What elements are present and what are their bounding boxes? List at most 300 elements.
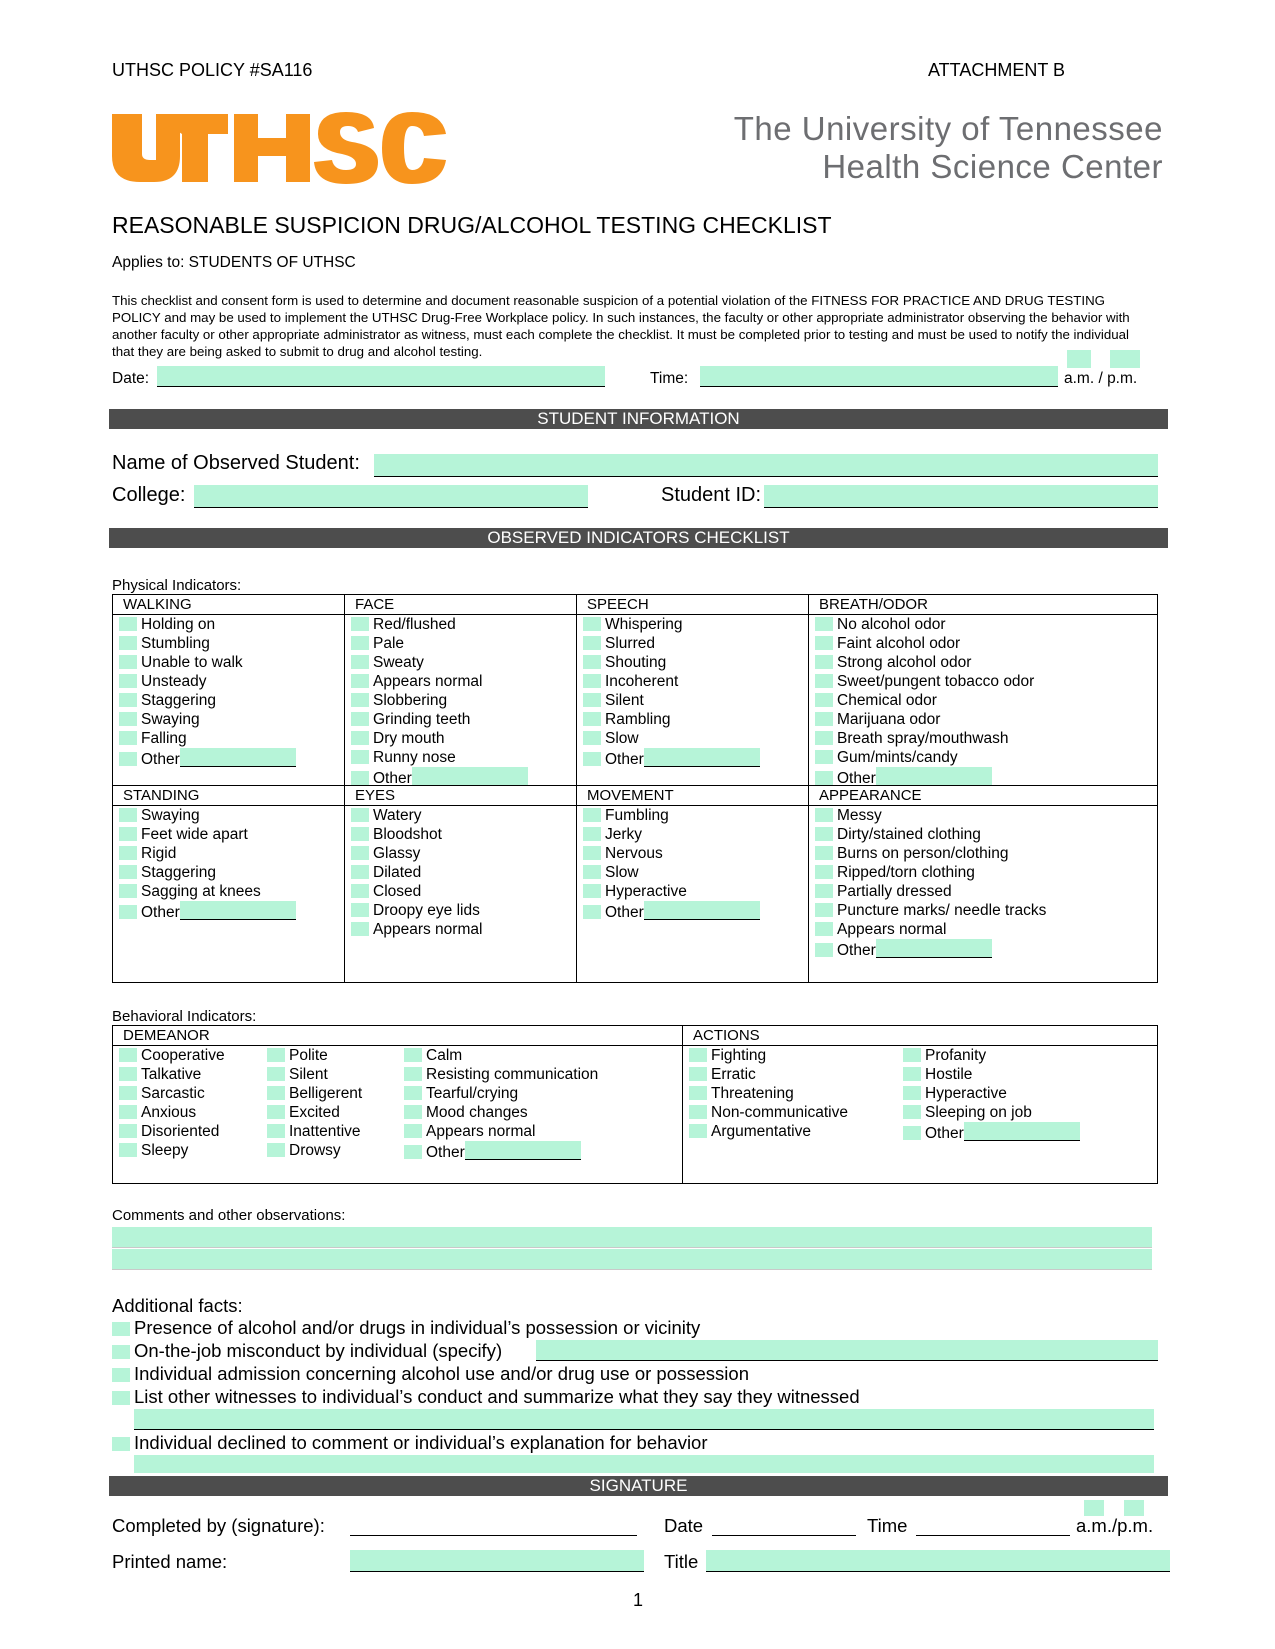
breath-odor-gum-mints-candy-label: Gum/mints/candy [837, 749, 958, 766]
appearance-burns-on-person-clothing-label: Burns on person/clothing [837, 845, 1009, 862]
actions-item-other [897, 1122, 1080, 1143]
movement-nervous-checkbox[interactable] [583, 846, 601, 860]
appearance-dirty-stained-clothing-checkbox[interactable] [815, 827, 833, 841]
fact-declined [112, 1432, 708, 1454]
witnesses-field[interactable] [134, 1409, 1154, 1430]
breath-odor-breath-spray-mouthwash-label: Breath spray/mouthwash [837, 730, 1009, 747]
demeanor-belligerent-label: Belligerent [289, 1085, 363, 1102]
walking-item-unable-to-walk [113, 653, 344, 672]
face-sweaty-label: Sweaty [373, 654, 424, 671]
speech-item-slurred [577, 634, 808, 653]
cell-eyes [345, 786, 577, 982]
face-other-field[interactable] [412, 767, 528, 786]
face-item-pale [345, 634, 576, 653]
eyes-watery-label: Watery [373, 807, 422, 824]
standing-swaying-label: Swaying [141, 807, 200, 824]
eyes-item-watery [345, 806, 576, 825]
speech-slow-checkbox[interactable] [583, 731, 601, 745]
appearance-item-partially-dressed [809, 882, 1157, 901]
walking-other-label: Other [141, 751, 180, 768]
demeanor-item-inattentive [261, 1122, 362, 1141]
walking-item-unsteady [113, 672, 344, 691]
eyes-watery-checkbox[interactable] [351, 808, 369, 822]
breath-odor-no-alcohol-odor-checkbox[interactable] [815, 617, 833, 631]
cell-movement [577, 786, 809, 982]
cell-standing [113, 786, 345, 982]
demeanor-excited-checkbox[interactable] [267, 1105, 285, 1119]
physical-indicators-label: Physical Indicators: [112, 577, 242, 594]
sig-time-field[interactable] [916, 1514, 1070, 1536]
sig-date-field[interactable] [712, 1514, 856, 1536]
demeanor-item-polite [261, 1046, 362, 1065]
actions-item-hostile [897, 1065, 1080, 1084]
speech-item-rambling [577, 710, 808, 729]
applies-to: Applies to: STUDENTS OF UTHSC [112, 254, 356, 271]
pm-checkbox[interactable] [1110, 350, 1140, 368]
demeanor-appears-normal-label: Appears normal [426, 1123, 536, 1140]
movement-fumbling-label: Fumbling [605, 807, 669, 824]
appearance-messy-checkbox[interactable] [815, 808, 833, 822]
face-item-dry-mouth [345, 729, 576, 748]
demeanor-mood-changes-label: Mood changes [426, 1104, 528, 1121]
section-header-student: STUDENT INFORMATION [109, 409, 1168, 429]
demeanor-talkative-label: Talkative [141, 1066, 202, 1083]
actions-argumentative-label: Argumentative [711, 1123, 811, 1140]
fact-misconduct-checkbox[interactable] [112, 1345, 130, 1359]
movement-other-label: Other [605, 904, 644, 921]
appearance-partially-dressed-checkbox[interactable] [815, 884, 833, 898]
actions-argumentative-checkbox[interactable] [689, 1124, 707, 1138]
breath-odor-item-strong-alcohol-odor [809, 653, 1157, 672]
fact-misconduct [112, 1340, 502, 1362]
demeanor-mood-changes-checkbox[interactable] [404, 1105, 422, 1119]
fact-declined-label: Individual declined to comment or individual’s explanation for behavior [134, 1432, 708, 1453]
face-appears-normal-checkbox[interactable] [351, 674, 369, 688]
eyes-glassy-label: Glassy [373, 845, 421, 862]
eyes-droopy-eye-lids-checkbox[interactable] [351, 903, 369, 917]
actions-item-argumentative [683, 1122, 848, 1141]
face-item-red-flushed [345, 615, 576, 634]
demeanor-excited-label: Excited [289, 1104, 340, 1121]
fact-possession-checkbox[interactable] [112, 1322, 130, 1336]
walking-unable-to-walk-label: Unable to walk [141, 654, 243, 671]
standing-other-label: Other [141, 904, 180, 921]
eyes-appears-normal-label: Appears normal [373, 921, 483, 938]
breath-odor-other-field[interactable] [876, 767, 992, 786]
college-field[interactable] [194, 485, 588, 508]
demeanor-column-3 [398, 1046, 598, 1162]
eyes-item-droopy-eye-lids [345, 901, 576, 920]
demeanor-appears-normal-checkbox[interactable] [404, 1124, 422, 1138]
face-red-flushed-checkbox[interactable] [351, 617, 369, 631]
demeanor-disoriented-checkbox[interactable] [119, 1124, 137, 1138]
actions-item-non-communicative [683, 1103, 848, 1122]
actions-fighting-label: Fighting [711, 1047, 767, 1064]
speech-other-label: Other [605, 751, 644, 768]
standing-swaying-checkbox[interactable] [119, 808, 137, 822]
speech-silent-checkbox[interactable] [583, 693, 601, 707]
speech-item-other [577, 748, 808, 769]
breath-odor-sweet-pungent-tobacco-odor-checkbox[interactable] [815, 674, 833, 688]
movement-item-hyperactive [577, 882, 808, 901]
appearance-appears-normal-label: Appears normal [837, 921, 947, 938]
actions-item-hyperactive [897, 1084, 1080, 1103]
am-checkbox[interactable] [1067, 350, 1091, 368]
eyes-item-appears-normal [345, 920, 576, 939]
appearance-other-field[interactable] [876, 939, 992, 958]
cell-title-eyes: EYES [345, 786, 576, 806]
face-item-slobbering [345, 691, 576, 710]
appearance-burns-on-person-clothing-checkbox[interactable] [815, 846, 833, 860]
actions-profanity-checkbox[interactable] [903, 1048, 921, 1062]
fact-possession-label: Presence of alcohol and/or drugs in individual’s possession or vicinity [134, 1317, 701, 1338]
title-label: Title [664, 1551, 699, 1572]
fact-admission-label: Individual admission concerning alcohol use and/or drug use or possession [134, 1363, 749, 1384]
walking-other-checkbox[interactable] [119, 752, 137, 766]
demeanor-item-cooperative [113, 1046, 225, 1065]
appearance-appears-normal-checkbox[interactable] [815, 922, 833, 936]
walking-unsteady-label: Unsteady [141, 673, 207, 690]
eyes-item-bloodshot [345, 825, 576, 844]
cell-title-appearance: APPEARANCE [809, 786, 1157, 806]
demeanor-calm-checkbox[interactable] [404, 1048, 422, 1062]
demeanor-cell [113, 1026, 683, 1183]
walking-staggering-checkbox[interactable] [119, 693, 137, 707]
actions-non-communicative-checkbox[interactable] [689, 1105, 707, 1119]
fact-possession [112, 1317, 700, 1339]
movement-jerky-checkbox[interactable] [583, 827, 601, 841]
movement-nervous-label: Nervous [605, 845, 663, 862]
eyes-closed-label: Closed [373, 883, 422, 900]
sig-date-label: Date [664, 1515, 704, 1536]
demeanor-sleepy-checkbox[interactable] [119, 1143, 137, 1157]
actions-item-fighting [683, 1046, 848, 1065]
walking-holding-on-label: Holding on [141, 616, 216, 633]
breath-odor-marijuana-odor-checkbox[interactable] [815, 712, 833, 726]
standing-feet-wide-apart-checkbox[interactable] [119, 827, 137, 841]
demeanor-cooperative-checkbox[interactable] [119, 1048, 137, 1062]
movement-hyperactive-checkbox[interactable] [583, 884, 601, 898]
speech-item-shouting [577, 653, 808, 672]
section-header-signature: SIGNATURE [109, 1476, 1168, 1496]
appearance-ripped-torn-clothing-label: Ripped/torn clothing [837, 864, 975, 881]
form-title: REASONABLE SUSPICION DRUG/ALCOHOL TESTING CHECKLIST [112, 212, 832, 238]
fact-witnesses-label: List other witnesses to individual’s conduct and summarize what they say they witnessed [134, 1386, 860, 1407]
breath-odor-other-checkbox[interactable] [815, 771, 833, 785]
breath-odor-item-sweet-pungent-tobacco-odor [809, 672, 1157, 691]
demeanor-tearful-crying-checkbox[interactable] [404, 1086, 422, 1100]
walking-unsteady-checkbox[interactable] [119, 674, 137, 688]
breath-odor-strong-alcohol-odor-checkbox[interactable] [815, 655, 833, 669]
actions-column-1 [683, 1046, 848, 1141]
actions-other-field[interactable] [964, 1122, 1080, 1141]
walking-swaying-label: Swaying [141, 711, 200, 728]
demeanor-resisting-communication-checkbox[interactable] [404, 1067, 422, 1081]
demeanor-anxious-checkbox[interactable] [119, 1105, 137, 1119]
demeanor-item-other [398, 1141, 598, 1162]
eyes-item-glassy [345, 844, 576, 863]
demeanor-sarcastic-checkbox[interactable] [119, 1086, 137, 1100]
breath-odor-item-chemical-odor [809, 691, 1157, 710]
demeanor-polite-checkbox[interactable] [267, 1048, 285, 1062]
movement-slow-label: Slow [605, 864, 639, 881]
university-line-2: Health Science Center [822, 148, 1163, 185]
walking-other-field[interactable] [180, 748, 296, 767]
standing-staggering-label: Staggering [141, 864, 216, 881]
standing-rigid-label: Rigid [141, 845, 177, 862]
demeanor-cooperative-label: Cooperative [141, 1047, 225, 1064]
actions-hostile-label: Hostile [925, 1066, 973, 1083]
actions-erratic-checkbox[interactable] [689, 1067, 707, 1081]
appearance-item-other [809, 939, 1157, 960]
eyes-bloodshot-checkbox[interactable] [351, 827, 369, 841]
walking-falling-label: Falling [141, 730, 187, 747]
fact-admission-checkbox[interactable] [112, 1368, 130, 1382]
eyes-item-dilated [345, 863, 576, 882]
actions-column-2 [897, 1046, 1080, 1143]
demeanor-title: DEMEANOR [113, 1026, 682, 1046]
demeanor-sleepy-label: Sleepy [141, 1142, 189, 1159]
walking-falling-checkbox[interactable] [119, 731, 137, 745]
movement-other-field[interactable] [644, 901, 760, 920]
movement-item-fumbling [577, 806, 808, 825]
breath-odor-faint-alcohol-odor-checkbox[interactable] [815, 636, 833, 650]
misconduct-specify-field[interactable] [536, 1340, 1158, 1361]
demeanor-calm-label: Calm [426, 1047, 463, 1064]
face-item-other [345, 767, 576, 788]
face-runny-nose-label: Runny nose [373, 749, 456, 766]
appearance-item-burns-on-person-clothing [809, 844, 1157, 863]
demeanor-tearful-crying-label: Tearful/crying [426, 1085, 519, 1102]
appearance-dirty-stained-clothing-label: Dirty/stained clothing [837, 826, 981, 843]
face-dry-mouth-label: Dry mouth [373, 730, 445, 747]
face-item-runny-nose [345, 748, 576, 767]
cell-title-speech: SPEECH [577, 595, 808, 615]
standing-item-sagging-at-knees [113, 882, 344, 901]
actions-sleeping-on-job-checkbox[interactable] [903, 1105, 921, 1119]
speech-rambling-label: Rambling [605, 711, 671, 728]
demeanor-column-2 [261, 1046, 362, 1160]
movement-item-slow [577, 863, 808, 882]
appearance-item-appears-normal [809, 920, 1157, 939]
speech-silent-label: Silent [605, 692, 644, 709]
face-grinding-teeth-checkbox[interactable] [351, 712, 369, 726]
breath-odor-no-alcohol-odor-label: No alcohol odor [837, 616, 946, 633]
fact-witnesses-checkbox[interactable] [112, 1391, 130, 1405]
demeanor-column-1 [113, 1046, 225, 1160]
walking-item-swaying [113, 710, 344, 729]
university-line-1: The University of Tennessee [733, 110, 1163, 147]
actions-sleeping-on-job-label: Sleeping on job [925, 1104, 1032, 1121]
standing-other-checkbox[interactable] [119, 905, 137, 919]
student-id-field[interactable] [764, 485, 1158, 508]
breath-odor-chemical-odor-label: Chemical odor [837, 692, 937, 709]
face-pale-checkbox[interactable] [351, 636, 369, 650]
face-pale-label: Pale [373, 635, 405, 652]
date-label: Date: [112, 370, 150, 387]
speech-shouting-checkbox[interactable] [583, 655, 601, 669]
actions-other-label: Other [925, 1125, 964, 1142]
eyes-item-closed [345, 882, 576, 901]
demeanor-item-excited [261, 1103, 362, 1122]
college-label: College: [112, 484, 186, 506]
speech-rambling-checkbox[interactable] [583, 712, 601, 726]
cell-title-walking: WALKING [113, 595, 344, 615]
eyes-closed-checkbox[interactable] [351, 884, 369, 898]
eyes-dilated-checkbox[interactable] [351, 865, 369, 879]
appearance-puncture-marks-needle-tracks-checkbox[interactable] [815, 903, 833, 917]
face-runny-nose-checkbox[interactable] [351, 750, 369, 764]
ampm-label: a.m. / p.m. [1064, 370, 1138, 387]
face-slobbering-checkbox[interactable] [351, 693, 369, 707]
face-other-checkbox[interactable] [351, 771, 369, 785]
breath-odor-item-marijuana-odor [809, 710, 1157, 729]
speech-incoherent-checkbox[interactable] [583, 674, 601, 688]
student-name-field[interactable] [374, 454, 1158, 477]
sig-am-checkbox[interactable] [1084, 1500, 1104, 1516]
movement-item-nervous [577, 844, 808, 863]
sig-pm-checkbox[interactable] [1124, 1500, 1144, 1516]
breath-odor-breath-spray-mouthwash-checkbox[interactable] [815, 731, 833, 745]
actions-hyperactive-checkbox[interactable] [903, 1086, 921, 1100]
appearance-ripped-torn-clothing-checkbox[interactable] [815, 865, 833, 879]
comments-line-1[interactable] [112, 1227, 1152, 1248]
speech-other-checkbox[interactable] [583, 752, 601, 766]
movement-fumbling-checkbox[interactable] [583, 808, 601, 822]
explanation-field[interactable] [134, 1455, 1154, 1473]
signature-field[interactable] [350, 1514, 637, 1536]
walking-item-stumbling [113, 634, 344, 653]
actions-item-threatening [683, 1084, 848, 1103]
demeanor-inattentive-checkbox[interactable] [267, 1124, 285, 1138]
demeanor-drowsy-checkbox[interactable] [267, 1143, 285, 1157]
university-name [734, 110, 1163, 186]
eyes-dilated-label: Dilated [373, 864, 422, 881]
cell-face [345, 595, 577, 786]
printed-name-field[interactable] [350, 1550, 644, 1572]
standing-item-other [113, 901, 344, 922]
actions-item-sleeping-on-job [897, 1103, 1080, 1122]
comments-line-2[interactable] [112, 1249, 1152, 1270]
demeanor-silent-checkbox[interactable] [267, 1067, 285, 1081]
speech-slurred-label: Slurred [605, 635, 655, 652]
appearance-other-checkbox[interactable] [815, 943, 833, 957]
speech-slurred-checkbox[interactable] [583, 636, 601, 650]
actions-erratic-label: Erratic [711, 1066, 756, 1083]
speech-slow-label: Slow [605, 730, 639, 747]
time-field[interactable] [700, 366, 1058, 387]
standing-item-feet-wide-apart [113, 825, 344, 844]
cell-speech [577, 595, 809, 786]
demeanor-item-anxious [113, 1103, 225, 1122]
demeanor-polite-label: Polite [289, 1047, 328, 1064]
cell-walking [113, 595, 345, 786]
fact-admission [112, 1363, 749, 1385]
face-slobbering-label: Slobbering [373, 692, 448, 709]
breath-odor-other-label: Other [837, 770, 876, 787]
actions-threatening-checkbox[interactable] [689, 1086, 707, 1100]
demeanor-sarcastic-label: Sarcastic [141, 1085, 205, 1102]
printed-name-label: Printed name: [112, 1551, 228, 1572]
eyes-glassy-checkbox[interactable] [351, 846, 369, 860]
demeanor-item-talkative [113, 1065, 225, 1084]
walking-unable-to-walk-checkbox[interactable] [119, 655, 137, 669]
standing-feet-wide-apart-label: Feet wide apart [141, 826, 248, 843]
actions-cell [683, 1026, 1157, 1183]
speech-other-field[interactable] [644, 748, 760, 767]
walking-swaying-checkbox[interactable] [119, 712, 137, 726]
breath-odor-chemical-odor-checkbox[interactable] [815, 693, 833, 707]
demeanor-item-calm [398, 1046, 598, 1065]
standing-item-swaying [113, 806, 344, 825]
intro-paragraph: This checklist and consent form is used to determine and document reasonable suspicion of a potential violation of the FITNESS FOR PRACTICE AND DRUG TESTING POLICY and may be used to implement the UTHSC Drug-Free Workplace policy. In such instances, the faculty or other appropriate administrator observing the behavior with another faculty or other appropriate administrator as witness, must each complete the checklist. It must be completed prior to testing and must be used to notify the individual that they are being asked to submit to drug and alcohol testing. [112, 293, 1130, 359]
face-dry-mouth-checkbox[interactable] [351, 731, 369, 745]
standing-rigid-checkbox[interactable] [119, 846, 137, 860]
standing-other-field[interactable] [180, 901, 296, 920]
demeanor-belligerent-checkbox[interactable] [267, 1086, 285, 1100]
walking-stumbling-label: Stumbling [141, 635, 210, 652]
cell-title-breath-odor: BREATH/ODOR [809, 595, 1157, 615]
speech-shouting-label: Shouting [605, 654, 667, 671]
date-field[interactable] [157, 366, 605, 387]
breath-odor-item-breath-spray-mouthwash [809, 729, 1157, 748]
fact-witnesses [112, 1386, 860, 1408]
walking-stumbling-checkbox[interactable] [119, 636, 137, 650]
breath-odor-sweet-pungent-tobacco-odor-label: Sweet/pungent tobacco odor [837, 673, 1035, 690]
behavioral-indicators-table [112, 1025, 1158, 1184]
fact-declined-checkbox[interactable] [112, 1437, 130, 1451]
standing-sagging-at-knees-checkbox[interactable] [119, 884, 137, 898]
comments-label: Comments and other observations: [112, 1207, 346, 1224]
walking-holding-on-checkbox[interactable] [119, 617, 137, 631]
actions-other-checkbox[interactable] [903, 1126, 921, 1140]
speech-whispering-checkbox[interactable] [583, 617, 601, 631]
movement-other-checkbox[interactable] [583, 905, 601, 919]
breath-odor-item-faint-alcohol-odor [809, 634, 1157, 653]
breath-odor-marijuana-odor-label: Marijuana odor [837, 711, 941, 728]
actions-title: ACTIONS [683, 1026, 1157, 1046]
actions-hostile-checkbox[interactable] [903, 1067, 921, 1081]
title-field[interactable] [706, 1550, 1170, 1572]
cell-title-standing: STANDING [113, 786, 344, 806]
movement-slow-checkbox[interactable] [583, 865, 601, 879]
completed-by-label: Completed by (signature): [112, 1515, 325, 1536]
demeanor-other-checkbox[interactable] [404, 1145, 422, 1159]
behavioral-indicators-label: Behavioral Indicators: [112, 1008, 257, 1025]
movement-jerky-label: Jerky [605, 826, 643, 843]
actions-profanity-label: Profanity [925, 1047, 987, 1064]
standing-staggering-checkbox[interactable] [119, 865, 137, 879]
breath-odor-gum-mints-candy-checkbox[interactable] [815, 750, 833, 764]
standing-sagging-at-knees-label: Sagging at knees [141, 883, 261, 900]
speech-item-whispering [577, 615, 808, 634]
eyes-appears-normal-checkbox[interactable] [351, 922, 369, 936]
demeanor-item-disoriented [113, 1122, 225, 1141]
student-id-label: Student ID: [661, 484, 762, 506]
appearance-item-ripped-torn-clothing [809, 863, 1157, 882]
section-header-observed: OBSERVED INDICATORS CHECKLIST [109, 528, 1168, 548]
breath-odor-item-other [809, 767, 1157, 788]
appearance-partially-dressed-label: Partially dressed [837, 883, 952, 900]
face-sweaty-checkbox[interactable] [351, 655, 369, 669]
actions-fighting-checkbox[interactable] [689, 1048, 707, 1062]
demeanor-talkative-checkbox[interactable] [119, 1067, 137, 1081]
walking-item-holding-on [113, 615, 344, 634]
demeanor-other-field[interactable] [465, 1141, 581, 1160]
demeanor-resisting-communication-label: Resisting communication [426, 1066, 599, 1083]
walking-staggering-label: Staggering [141, 692, 216, 709]
speech-incoherent-label: Incoherent [605, 673, 679, 690]
